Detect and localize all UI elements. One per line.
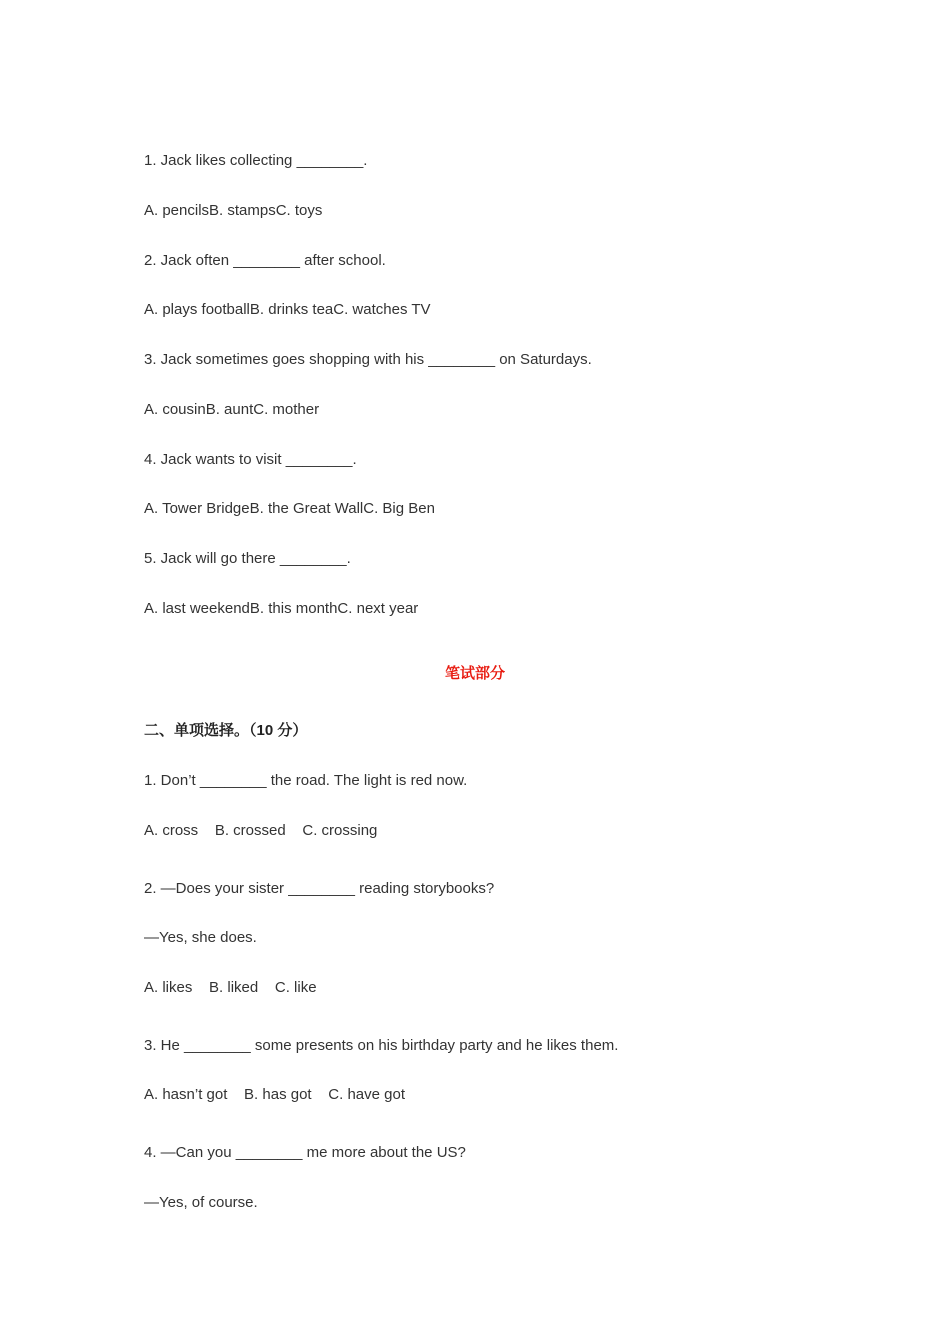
part-heading: 二、单项选择。（10 分）: [144, 722, 308, 739]
listening-question-5-options: A. last weekendB. this monthC. next year: [144, 600, 419, 617]
listening-question-5: 5. Jack will go there ________.: [144, 550, 351, 567]
listening-question-4: 4. Jack wants to visit ________.: [144, 451, 357, 468]
choice-question-4-answer: —Yes, of course.: [144, 1194, 258, 1211]
listening-question-3-options: A. cousinB. auntC. mother: [144, 401, 320, 418]
choice-question-2-answer: —Yes, she does.: [144, 929, 257, 946]
listening-question-4-options: A. Tower BridgeB. the Great WallC. Big Ben: [144, 500, 435, 517]
section-title: 笔试部分: [444, 665, 505, 682]
choice-question-4: 4. —Can you ________ me more about the US?: [144, 1144, 466, 1161]
choice-question-1: 1. Don’t ________ the road. The light is red now.: [144, 772, 468, 789]
choice-question-3-options: A. hasn’t got B. has got C. have got: [144, 1086, 405, 1103]
listening-question-1: 1. Jack likes collecting ________.: [144, 152, 368, 169]
choice-question-3: 3. He ________ some presents on his birthday party and he likes them.: [144, 1037, 619, 1054]
choice-question-1-options: A. cross B. crossed C. crossing: [144, 822, 378, 839]
listening-question-2-options: A. plays footballB. drinks teaC. watches TV: [144, 301, 431, 318]
listening-question-1-options: A. pencilsB. stampsC. toys: [144, 202, 323, 219]
choice-question-2: 2. —Does your sister ________ reading storybooks?: [144, 880, 495, 897]
choice-question-2-options: A. likes B. liked C. like: [144, 979, 317, 996]
listening-question-3: 3. Jack sometimes goes shopping with his ________ on Saturdays.: [144, 351, 592, 368]
listening-question-2: 2. Jack often ________ after school.: [144, 252, 386, 269]
